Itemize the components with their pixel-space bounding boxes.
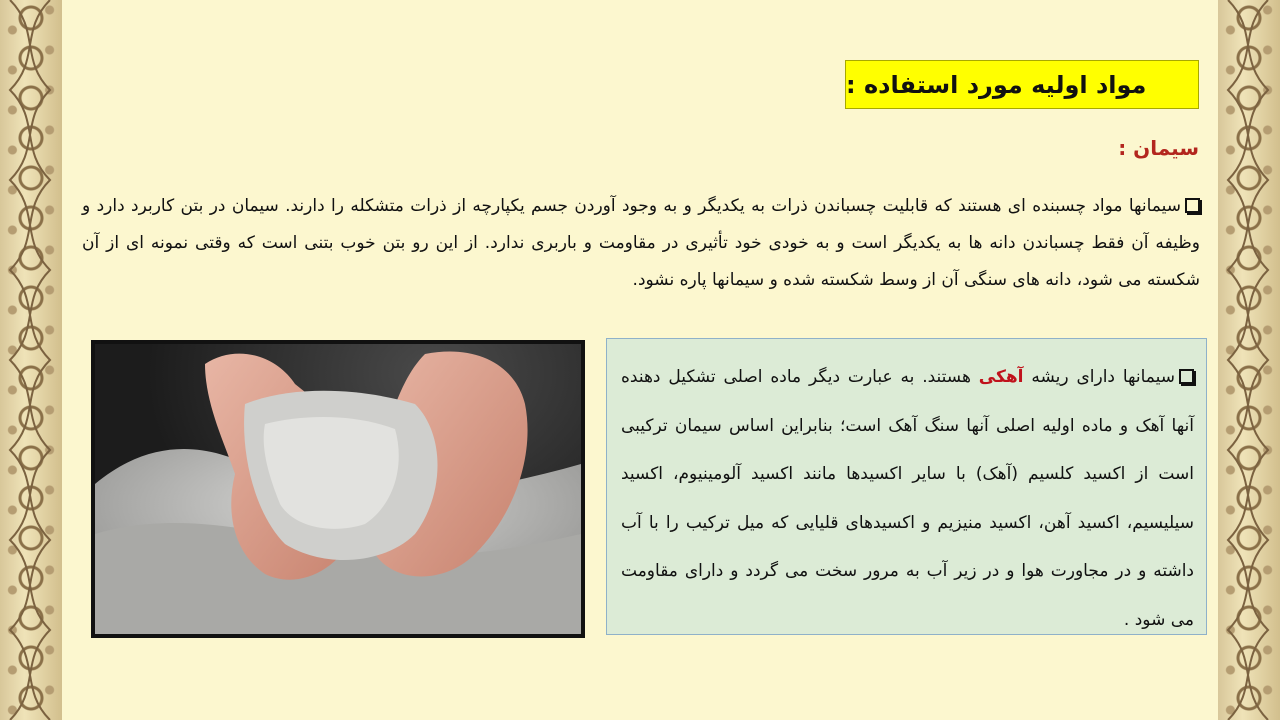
limestone-info-box <box>606 338 1207 635</box>
decorative-border-right <box>1218 0 1280 720</box>
info-text-end: هستند. به عبارت دیگر ماده اصلی تشکیل دهنده آنها آهک و ماده اولیه اصلی آنها سنگ آهک است؛ بنابراین اساس سیمان ترکیبی است از اکسید کلسیم (آهک) با سایر اکسیدها مانند اکسید آلومینیوم، اکسید سیلیسیم، اکسید آهن، اکسید منیزیم و اکسیدهای قلیایی که میل ترکیب را با آب داشته و در مجاورت هوا و در زیر آب به مرور سخت می گردد و دارای مقاومت می شود . <box>621 367 1194 630</box>
cement-photo <box>91 340 585 638</box>
intro-paragraph-text: سیمانها مواد چسبنده ای هستند که قابلیت چسباندن ذرات به یکدیگر و به وجود آوردن جسم یکپارچه از ذرات متشکله را دارند. سیمان در بتن کاربرد دارد و وظیفه آن فقط چسباندن دانه ها به یکدیگر است و به خودی خود تأثیری در مقاومت و باربری ندارد. از این رو بتن خوب بتنی است که وقتی نمونه ای از آن شکسته می شود، دانه های سنگی آن از وسط شکسته شده و سیمانها پاره نشود. <box>82 196 1200 290</box>
floral-pattern-icon <box>0 0 62 720</box>
highlight-word: آهکی <box>978 367 1024 387</box>
intro-paragraph <box>82 188 1200 299</box>
section-subtitle: سیمان : <box>1118 136 1199 160</box>
floral-pattern-icon <box>1218 0 1280 720</box>
checkbox-bullet-icon <box>1185 198 1200 213</box>
slide-title: مواد اولیه مورد استفاده : <box>846 70 1147 99</box>
info-text-start: سیمانها دارای ریشه <box>1023 367 1175 387</box>
title-box <box>845 60 1199 109</box>
checkbox-bullet-icon <box>1179 369 1194 384</box>
decorative-border-left <box>0 0 62 720</box>
hands-with-cement-image <box>95 344 581 634</box>
